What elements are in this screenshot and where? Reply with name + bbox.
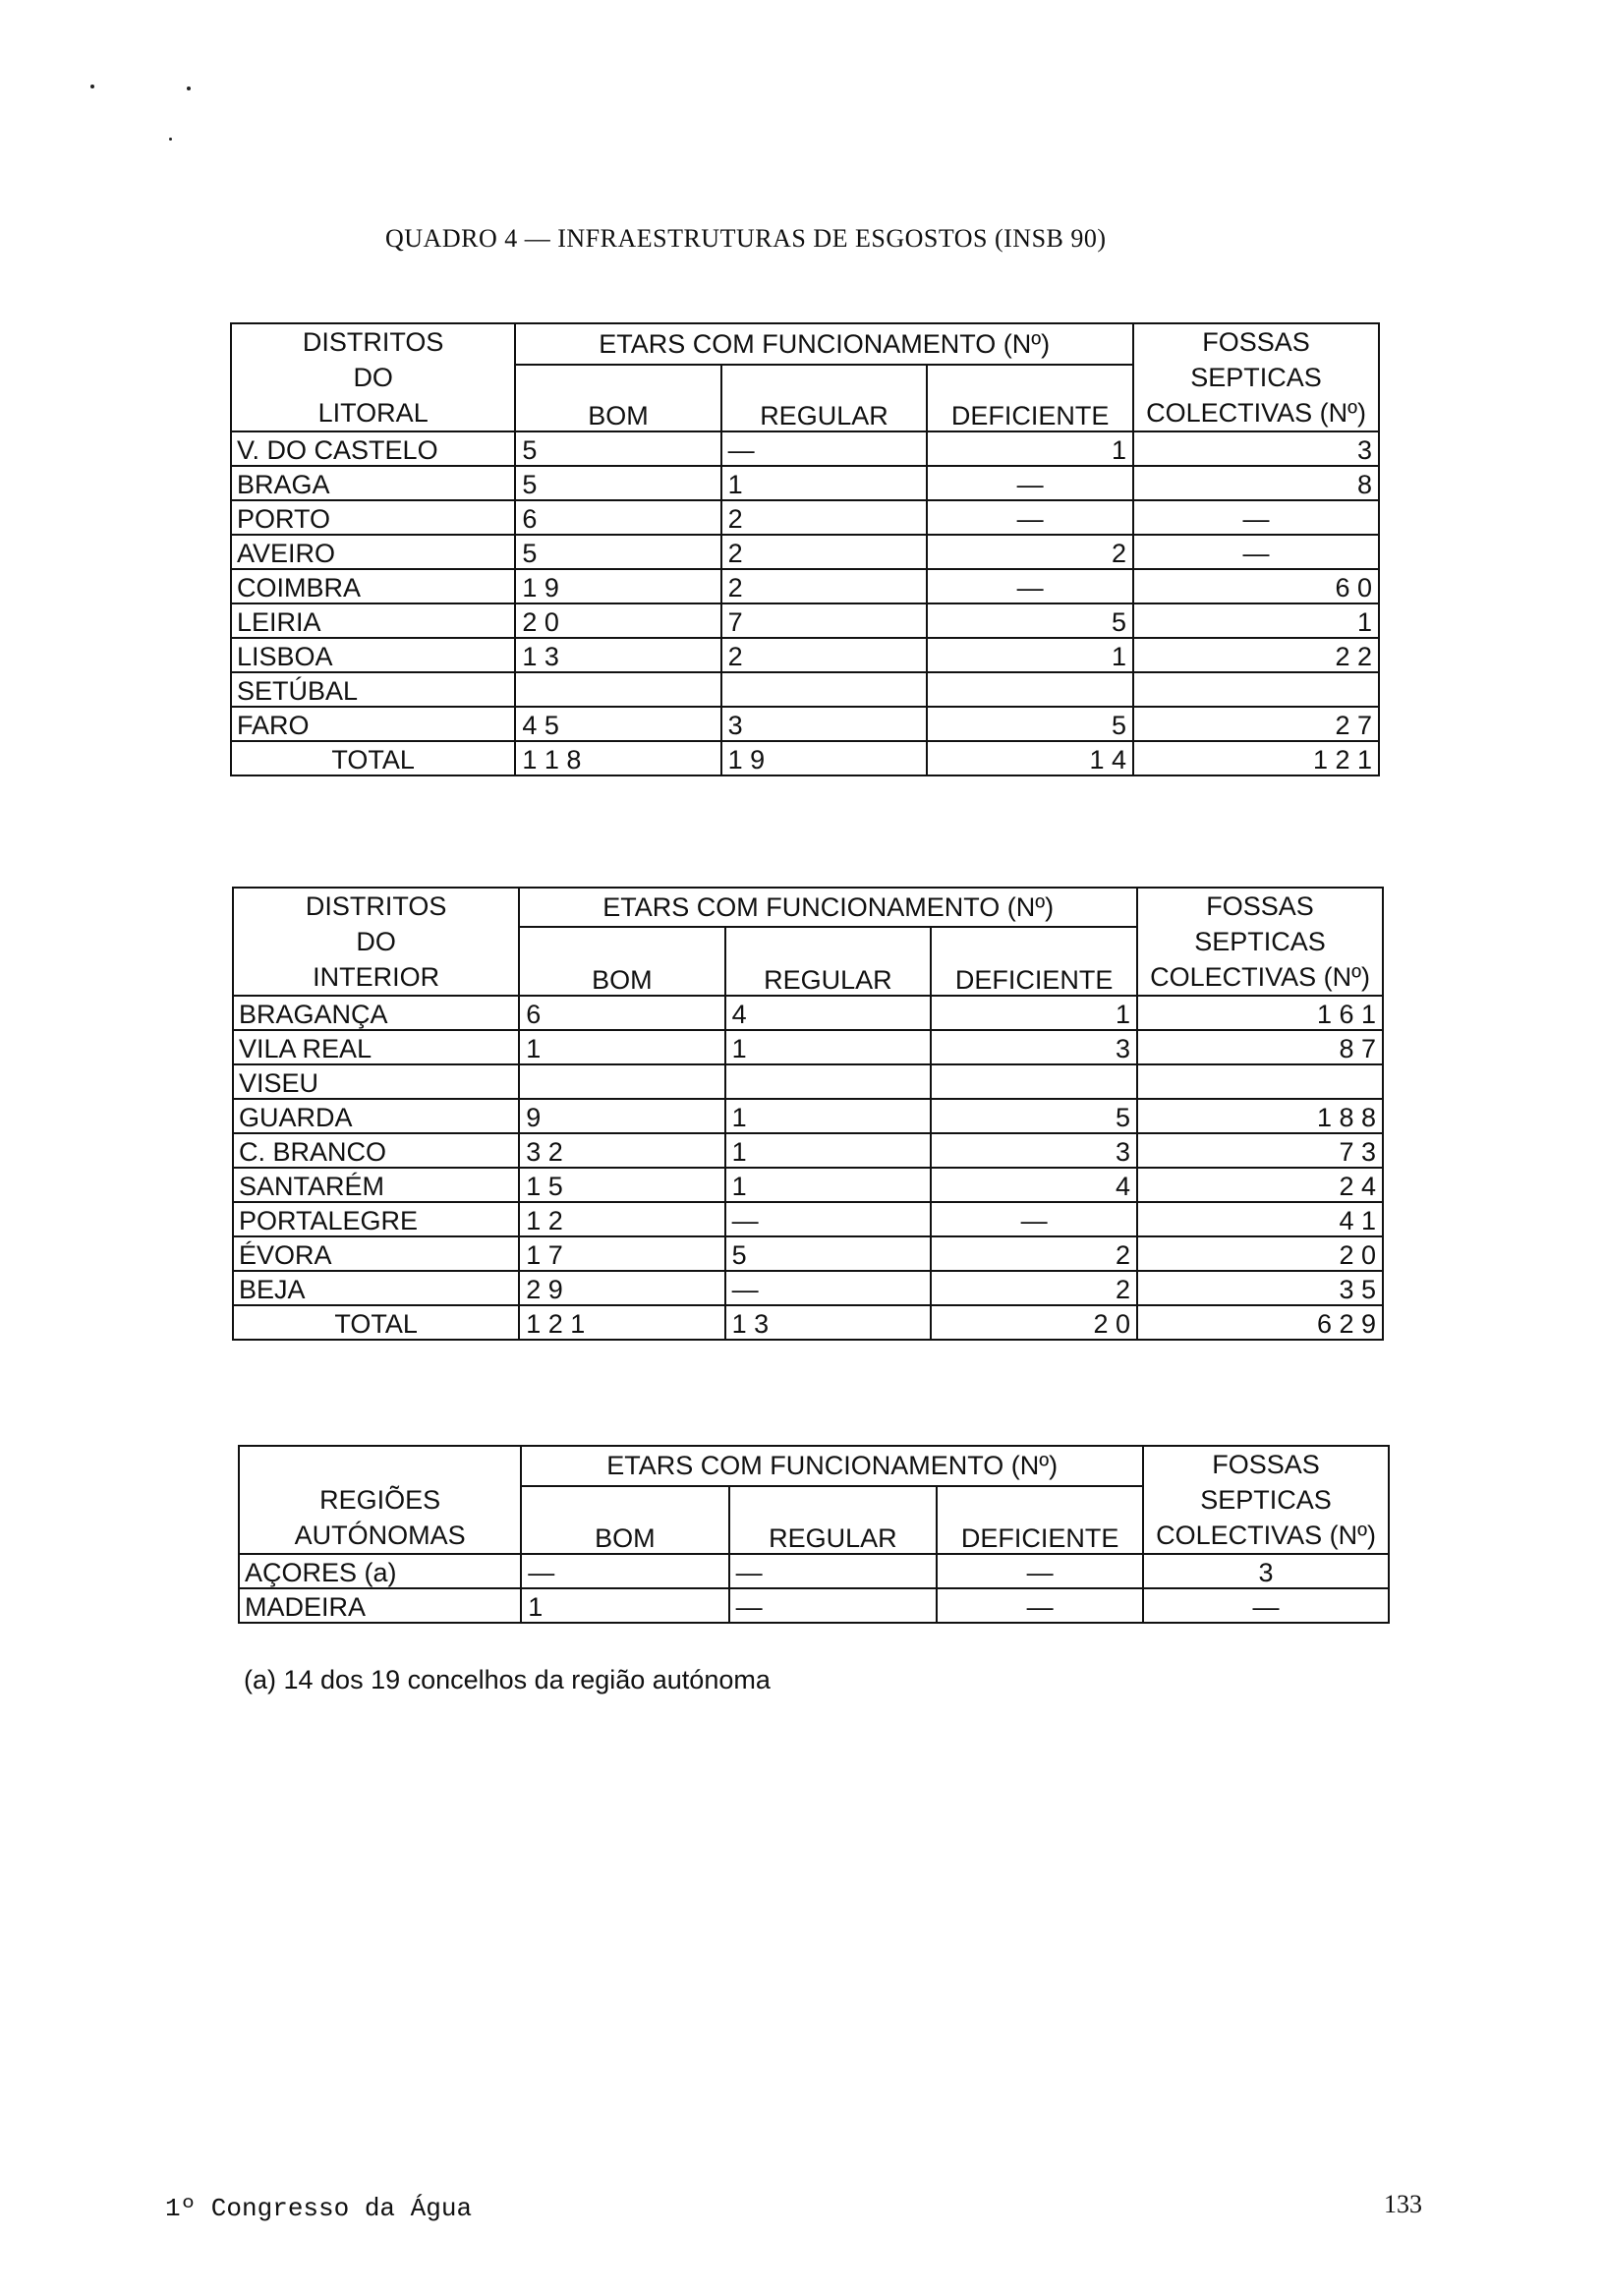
total-row (231, 741, 1379, 775)
regular-value: 2 (721, 535, 928, 569)
regular-value: 1 (721, 466, 928, 500)
fossas-header-line2: SEPTICAS (1190, 363, 1322, 392)
district-header-line2: DO (356, 927, 396, 956)
total-label: TOTAL (233, 1305, 519, 1340)
regular-header: REGULAR (721, 365, 928, 432)
regular-value: — (729, 1588, 938, 1623)
bom-value: 1 5 (519, 1168, 724, 1202)
table-row (233, 996, 1383, 1030)
district-name: BRAGANÇA (233, 996, 519, 1030)
deficiente-value: — (937, 1588, 1143, 1623)
bom-value: 6 (519, 996, 724, 1030)
regular-value (721, 672, 928, 707)
district-header-line2: DO (353, 363, 393, 392)
regular-value (725, 1064, 932, 1099)
bom-value: 6 (515, 500, 720, 535)
district-name: COIMBRA (231, 569, 515, 603)
fossas-header-line3: COLECTIVAS (Nº) (1156, 1521, 1376, 1550)
deficiente-value: 3 (931, 1133, 1137, 1168)
deficiente-value: 2 (927, 535, 1133, 569)
regular-value: 2 (721, 638, 928, 672)
bom-value: 5 (515, 466, 720, 500)
fossas-value: 1 8 8 (1137, 1099, 1383, 1133)
total-bom: 1 1 8 (515, 741, 720, 775)
region-header-line2: AUTÓNOMAS (294, 1521, 466, 1550)
bom-value: 3 2 (519, 1133, 724, 1168)
deficiente-value: 1 (927, 638, 1133, 672)
fossas-header (1143, 1446, 1389, 1554)
table-row (233, 1202, 1383, 1236)
deficiente-value: — (937, 1554, 1143, 1588)
fossas-value: 3 (1143, 1554, 1389, 1588)
table-row (233, 1236, 1383, 1271)
autonomas-table (238, 1445, 1390, 1624)
footnote: (a) 14 dos 19 concelhos da região autónoma (244, 1665, 771, 1694)
deficiente-value: 2 (931, 1271, 1137, 1305)
etars-header: ETARS COM FUNCIONAMENTO (Nº) (521, 1446, 1143, 1486)
regular-value: — (729, 1554, 938, 1588)
bom-value (515, 672, 720, 707)
region-name: AÇORES (a) (239, 1554, 521, 1588)
fossas-value (1137, 1064, 1383, 1099)
bom-header: BOM (515, 365, 720, 432)
table-row (231, 500, 1379, 535)
regular-value: 2 (721, 500, 928, 535)
fossas-value: 1 6 1 (1137, 996, 1383, 1030)
total-bom: 1 2 1 (519, 1305, 724, 1340)
regular-header: REGULAR (725, 927, 932, 996)
fossas-header-line1: FOSSAS (1202, 327, 1310, 357)
regular-value: 4 (725, 996, 932, 1030)
bom-value: 5 (515, 431, 720, 466)
fossas-value: 7 3 (1137, 1133, 1383, 1168)
table-row (231, 638, 1379, 672)
regular-value: 3 (721, 707, 928, 741)
fossas-value: 8 7 (1137, 1030, 1383, 1064)
regular-value: 2 (721, 569, 928, 603)
bom-value: 5 (515, 535, 720, 569)
fossas-header-line3: COLECTIVAS (Nº) (1150, 962, 1370, 992)
fossas-header-line2: SEPTICAS (1200, 1485, 1332, 1515)
total-fossas: 6 2 9 (1137, 1305, 1383, 1340)
district-header (231, 323, 515, 431)
deficiente-value: 4 (931, 1168, 1137, 1202)
regular-value: 1 (725, 1099, 932, 1133)
fossas-header-line3: COLECTIVAS (Nº) (1146, 398, 1366, 428)
interior-table (232, 887, 1384, 1341)
district-name: AVEIRO (231, 535, 515, 569)
deficiente-value: 2 (931, 1236, 1137, 1271)
regular-value: 5 (725, 1236, 932, 1271)
table-row (233, 1133, 1383, 1168)
bom-value (519, 1064, 724, 1099)
fossas-value: 2 4 (1137, 1168, 1383, 1202)
deficiente-value: — (927, 500, 1133, 535)
scan-speck (169, 138, 172, 141)
table-row (233, 1168, 1383, 1202)
district-name: PORTO (231, 500, 515, 535)
table-row (231, 569, 1379, 603)
fossas-value: 2 0 (1137, 1236, 1383, 1271)
district-name: SANTARÉM (233, 1168, 519, 1202)
deficiente-value: 5 (931, 1099, 1137, 1133)
total-deficiente: 1 4 (927, 741, 1133, 775)
bom-value: 2 9 (519, 1271, 724, 1305)
bom-value: 1 3 (515, 638, 720, 672)
bom-header: BOM (519, 927, 724, 996)
district-header (233, 888, 519, 996)
table-row (239, 1554, 1389, 1588)
table-row (231, 466, 1379, 500)
deficiente-value: 5 (927, 603, 1133, 638)
district-name: ÉVORA (233, 1236, 519, 1271)
deficiente-value (927, 672, 1133, 707)
district-header-line1: DISTRITOS (305, 891, 447, 921)
district-name: C. BRANCO (233, 1133, 519, 1168)
deficiente-value: — (931, 1202, 1137, 1236)
fossas-header-line1: FOSSAS (1206, 891, 1314, 921)
fossas-value: 1 (1133, 603, 1379, 638)
table-row (233, 1030, 1383, 1064)
deficiente-value (931, 1064, 1137, 1099)
district-header-line1: DISTRITOS (302, 327, 444, 357)
fossas-value: 4 1 (1137, 1202, 1383, 1236)
regular-value: — (721, 431, 928, 466)
table-row (233, 1271, 1383, 1305)
total-deficiente: 2 0 (931, 1305, 1137, 1340)
deficiente-value: 5 (927, 707, 1133, 741)
table-row (231, 431, 1379, 466)
table-row (231, 707, 1379, 741)
fossas-value: — (1143, 1588, 1389, 1623)
total-label: TOTAL (231, 741, 515, 775)
district-name: VILA REAL (233, 1030, 519, 1064)
table-row (233, 1064, 1383, 1099)
bom-value: 1 (519, 1030, 724, 1064)
district-name: VISEU (233, 1064, 519, 1099)
table-row (239, 1588, 1389, 1623)
regular-value: — (725, 1202, 932, 1236)
bom-value: 1 2 (519, 1202, 724, 1236)
fossas-header (1137, 888, 1383, 996)
page-title: QUADRO 4 — INFRAESTRUTURAS DE ESGOSTOS (INSB 90) (385, 224, 1107, 253)
total-regular: 1 3 (725, 1305, 932, 1340)
etars-header: ETARS COM FUNCIONAMENTO (Nº) (519, 888, 1137, 927)
fossas-value: — (1133, 500, 1379, 535)
table-row (231, 603, 1379, 638)
litoral-table (230, 322, 1380, 776)
scan-speck (90, 85, 94, 88)
regular-value: 1 (725, 1030, 932, 1064)
table-row (231, 672, 1379, 707)
etars-header: ETARS COM FUNCIONAMENTO (Nº) (515, 323, 1133, 365)
bom-value: 1 7 (519, 1236, 724, 1271)
table-row (231, 535, 1379, 569)
district-name: PORTALEGRE (233, 1202, 519, 1236)
deficiente-header: DEFICIENTE (937, 1486, 1143, 1554)
page-number: 133 (1384, 2190, 1422, 2218)
bom-value: 1 (521, 1588, 728, 1623)
regular-value: 1 (725, 1168, 932, 1202)
fossas-value: 8 (1133, 466, 1379, 500)
district-header-line3: LITORAL (317, 398, 429, 428)
regular-value: 7 (721, 603, 928, 638)
district-header-line3: INTERIOR (313, 962, 440, 992)
total-fossas: 1 2 1 (1133, 741, 1379, 775)
region-header-line1: REGIÕES (319, 1485, 441, 1515)
regular-header: REGULAR (729, 1486, 938, 1554)
bom-value: 2 0 (515, 603, 720, 638)
total-regular: 1 9 (721, 741, 928, 775)
regular-value: 1 (725, 1133, 932, 1168)
table-row (233, 1099, 1383, 1133)
bom-value: 9 (519, 1099, 724, 1133)
scan-speck (187, 86, 191, 90)
fossas-value (1133, 672, 1379, 707)
fossas-value: 2 7 (1133, 707, 1379, 741)
district-name: SETÚBAL (231, 672, 515, 707)
fossas-header-line1: FOSSAS (1212, 1450, 1320, 1479)
district-name: V. DO CASTELO (231, 431, 515, 466)
fossas-value: 3 5 (1137, 1271, 1383, 1305)
deficiente-value: — (927, 569, 1133, 603)
bom-value: 1 9 (515, 569, 720, 603)
fossas-header (1133, 323, 1379, 431)
fossas-header-line2: SEPTICAS (1194, 927, 1326, 956)
regular-value: — (725, 1271, 932, 1305)
fossas-value: — (1133, 535, 1379, 569)
deficiente-value: 3 (931, 1030, 1137, 1064)
deficiente-header: DEFICIENTE (927, 365, 1133, 432)
deficiente-value: 1 (931, 996, 1137, 1030)
district-name: LISBOA (231, 638, 515, 672)
district-name: LEIRIA (231, 603, 515, 638)
fossas-value: 2 2 (1133, 638, 1379, 672)
total-row (233, 1305, 1383, 1340)
deficiente-header: DEFICIENTE (931, 927, 1137, 996)
bom-value: 4 5 (515, 707, 720, 741)
region-name: MADEIRA (239, 1588, 521, 1623)
bom-value: — (521, 1554, 728, 1588)
bom-header: BOM (521, 1486, 728, 1554)
deficiente-value: 1 (927, 431, 1133, 466)
region-header (239, 1446, 521, 1554)
footer-conference-name: 1º Congresso da Água (165, 2194, 473, 2223)
district-name: GUARDA (233, 1099, 519, 1133)
deficiente-value: — (927, 466, 1133, 500)
district-name: FARO (231, 707, 515, 741)
district-name: BEJA (233, 1271, 519, 1305)
district-name: BRAGA (231, 466, 515, 500)
fossas-value: 6 0 (1133, 569, 1379, 603)
fossas-value: 3 (1133, 431, 1379, 466)
